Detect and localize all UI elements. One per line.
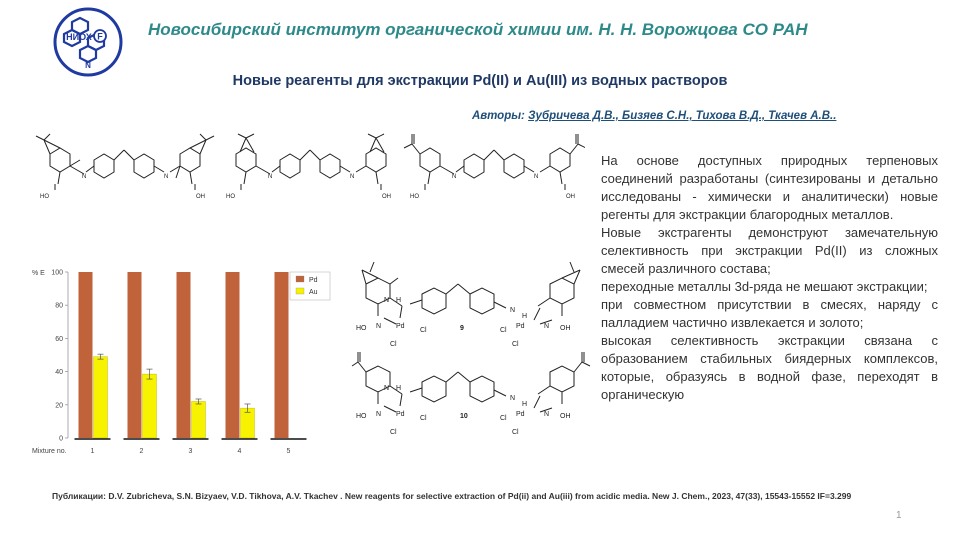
svg-text:HO: HO: [356, 413, 367, 420]
svg-text:Cl: Cl: [420, 415, 427, 422]
body-text: [601, 152, 938, 404]
svg-text:N: N: [82, 174, 87, 180]
legend-label: Pd: [309, 277, 318, 284]
svg-text:N: N: [376, 411, 382, 418]
complex-number-9: 9: [460, 325, 464, 332]
page-number: 1: [896, 510, 902, 521]
svg-text:OH: OH: [560, 413, 571, 420]
svg-text:H: H: [396, 385, 402, 392]
svg-text:Pd: Pd: [516, 411, 525, 418]
paragraph: Новые экстрагенты демонструют замечательную селективность при экстракции Pd(II) из сложных смесей различного состава;: [601, 225, 938, 276]
svg-text:N: N: [452, 174, 457, 180]
svg-text:Cl: Cl: [390, 341, 397, 348]
y-tick-label: 80: [55, 302, 63, 310]
svg-text:Pd: Pd: [396, 323, 405, 330]
x-tick-label: 2: [139, 448, 144, 455]
svg-text:N: N: [164, 174, 169, 180]
svg-text:N: N: [268, 174, 273, 180]
svg-text:HO: HO: [40, 194, 49, 200]
bar-pd: [177, 272, 191, 438]
paragraph: переходные металлы 3d-ряда не мешают экстракции;: [601, 279, 928, 294]
svg-text:N: N: [534, 174, 539, 180]
institute-logo: [52, 6, 124, 78]
svg-text:Cl: Cl: [420, 327, 427, 334]
logo-letter-f: F: [97, 31, 103, 42]
svg-text:OH: OH: [560, 325, 571, 332]
svg-text:Cl: Cl: [390, 429, 397, 436]
complex-number-10: 10: [460, 413, 468, 420]
svg-text:Cl: Cl: [512, 341, 519, 348]
svg-text:N: N: [384, 297, 390, 304]
complex-structures: [350, 258, 595, 458]
complex-9: [356, 262, 580, 348]
reagent-structure-2: [226, 134, 391, 200]
svg-text:Cl: Cl: [500, 327, 507, 334]
y-tick-label: 40: [55, 369, 63, 377]
svg-text:N: N: [510, 307, 516, 314]
svg-text:N: N: [376, 323, 382, 330]
paragraph: при совместном присутствии в смесях, наряду с палладием частично извлекается и золото;: [601, 297, 938, 330]
complex-10: [352, 352, 590, 436]
chart-bars: [75, 272, 307, 455]
svg-text:OH: OH: [566, 194, 575, 200]
svg-text:H: H: [522, 313, 528, 320]
institute-name: Новосибирский институт органической химии им. Н. Н. Ворожцова СО РАН: [148, 20, 808, 39]
extraction-chart: [28, 262, 346, 462]
svg-text:HO: HO: [410, 194, 419, 200]
svg-text:N: N: [350, 174, 355, 180]
authors-label: Авторы:: [472, 110, 525, 122]
y-tick-label: 100: [51, 269, 63, 277]
slide-title: Новые реагенты для экстракции Pd(II) и Au(III) из водных растворов: [232, 73, 728, 89]
svg-text:OH: OH: [196, 194, 205, 200]
svg-text:N: N: [544, 411, 550, 418]
x-tick-label: 3: [188, 448, 193, 455]
svg-text:Pd: Pd: [396, 411, 405, 418]
y-tick-label: 20: [55, 402, 63, 410]
svg-text:H: H: [522, 401, 528, 408]
authors-line: [472, 110, 836, 122]
publication-reference: Публикации: D.V. Zubricheva, S.N. Bizyaev, V.D. Tikhova, A.V. Tkachev . New reagents for selective extraction of Pd(ii) and Au(iii) from acidic media. New J. Chem., 2023, 47(33), 15543-15552 IF=3.299: [52, 491, 852, 501]
bar-pd: [275, 272, 289, 438]
legend-swatch: [296, 288, 304, 294]
bar-au: [192, 401, 206, 438]
svg-text:HO: HO: [356, 325, 367, 332]
chart-ylabel: % E: [32, 270, 45, 277]
reagent-structure-1: [36, 134, 214, 200]
bar-pd: [79, 272, 93, 438]
legend-swatch: [296, 276, 304, 282]
legend-label: Au: [309, 289, 318, 296]
chart-xlabel: Mixture no.: [32, 448, 67, 455]
y-tick-label: 60: [55, 335, 63, 343]
authors-names: Зубричева Д.В., Бизяев С.Н., Тихова В.Д., Ткачев А.В..: [528, 110, 837, 122]
x-tick-label: 4: [237, 448, 242, 455]
svg-text:N: N: [384, 385, 390, 392]
svg-text:HO: HO: [226, 194, 235, 200]
chart-legend: [290, 272, 330, 300]
x-tick-label: 1: [90, 448, 95, 455]
bar-au: [94, 357, 108, 438]
svg-text:OH: OH: [382, 194, 391, 200]
reagent-structures: [30, 132, 585, 210]
bar-au: [143, 374, 157, 438]
paragraph: На основе доступных природных терпеновых соединений разработаны (синтезированы и детально исследованы - химически и аналитически) новые регенты для экстракции благородных металлов.: [601, 153, 938, 222]
bar-pd: [226, 272, 240, 438]
svg-text:N: N: [544, 323, 550, 330]
svg-text:N: N: [510, 395, 516, 402]
svg-text:Pd: Pd: [516, 323, 525, 330]
svg-text:Cl: Cl: [512, 429, 519, 436]
svg-text:H: H: [396, 297, 402, 304]
x-tick-label: 5: [286, 448, 291, 455]
paragraph: высокая селективность экстракции связана с образованием стабильных биядерных комплексов, которые, образуясь в водной фазе, переходят в органическую: [601, 333, 938, 402]
chart-grid: [51, 270, 68, 443]
svg-text:Cl: Cl: [500, 415, 507, 422]
bar-pd: [128, 272, 142, 438]
y-tick-label: 0: [59, 435, 63, 443]
logo-text: НИОХ: [66, 32, 92, 42]
logo-letter-n: N: [85, 61, 91, 70]
reagent-structure-3: [404, 134, 585, 200]
